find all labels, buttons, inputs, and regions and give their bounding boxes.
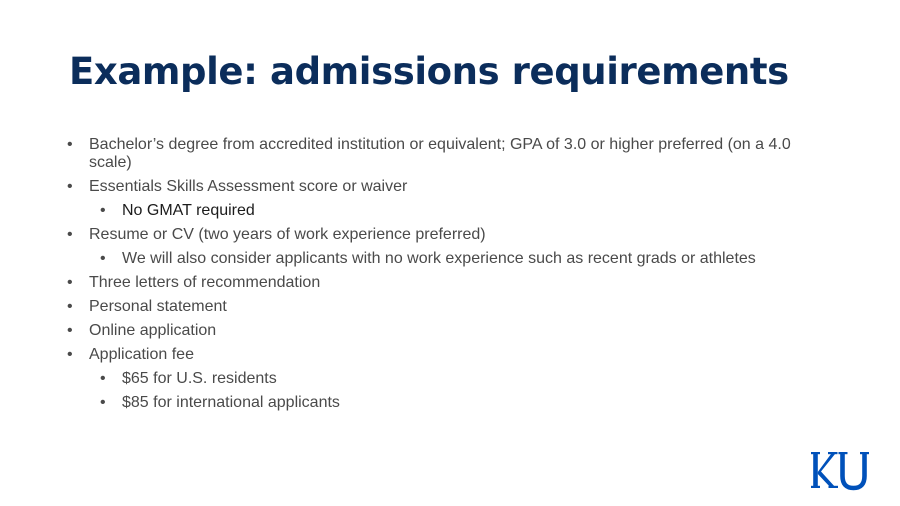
ku-logo	[807, 450, 869, 492]
slide-title: Example: admissions requirements	[69, 50, 789, 93]
bullet-bachelors-degree: • Bachelor’s degree from accredited institution or equivalent; GPA of 3.0 or higher preferred (on a 4.0 scale)	[67, 136, 827, 172]
bullet-skills-assessment: • Essentials Skills Assessment score or waiver	[67, 178, 827, 196]
bullet-application-fee: • Application fee	[67, 346, 827, 364]
bullet-recommendation-letters: • Three letters of recommendation	[67, 274, 827, 292]
sub-bullet-international-fee: • $85 for international applicants	[67, 394, 827, 412]
sub-bullet-no-experience: • We will also consider applicants with no work experience such as recent grads or athletes	[67, 250, 827, 268]
sub-bullet-no-gmat: • No GMAT required	[67, 202, 827, 220]
bullet-personal-statement: • Personal statement	[67, 298, 827, 316]
bullet-resume: • Resume or CV (two years of work experience preferred)	[67, 226, 827, 244]
requirements-list	[67, 136, 827, 418]
bullet-online-application: • Online application	[67, 322, 827, 340]
sub-bullet-us-fee: • $65 for U.S. residents	[67, 370, 827, 388]
